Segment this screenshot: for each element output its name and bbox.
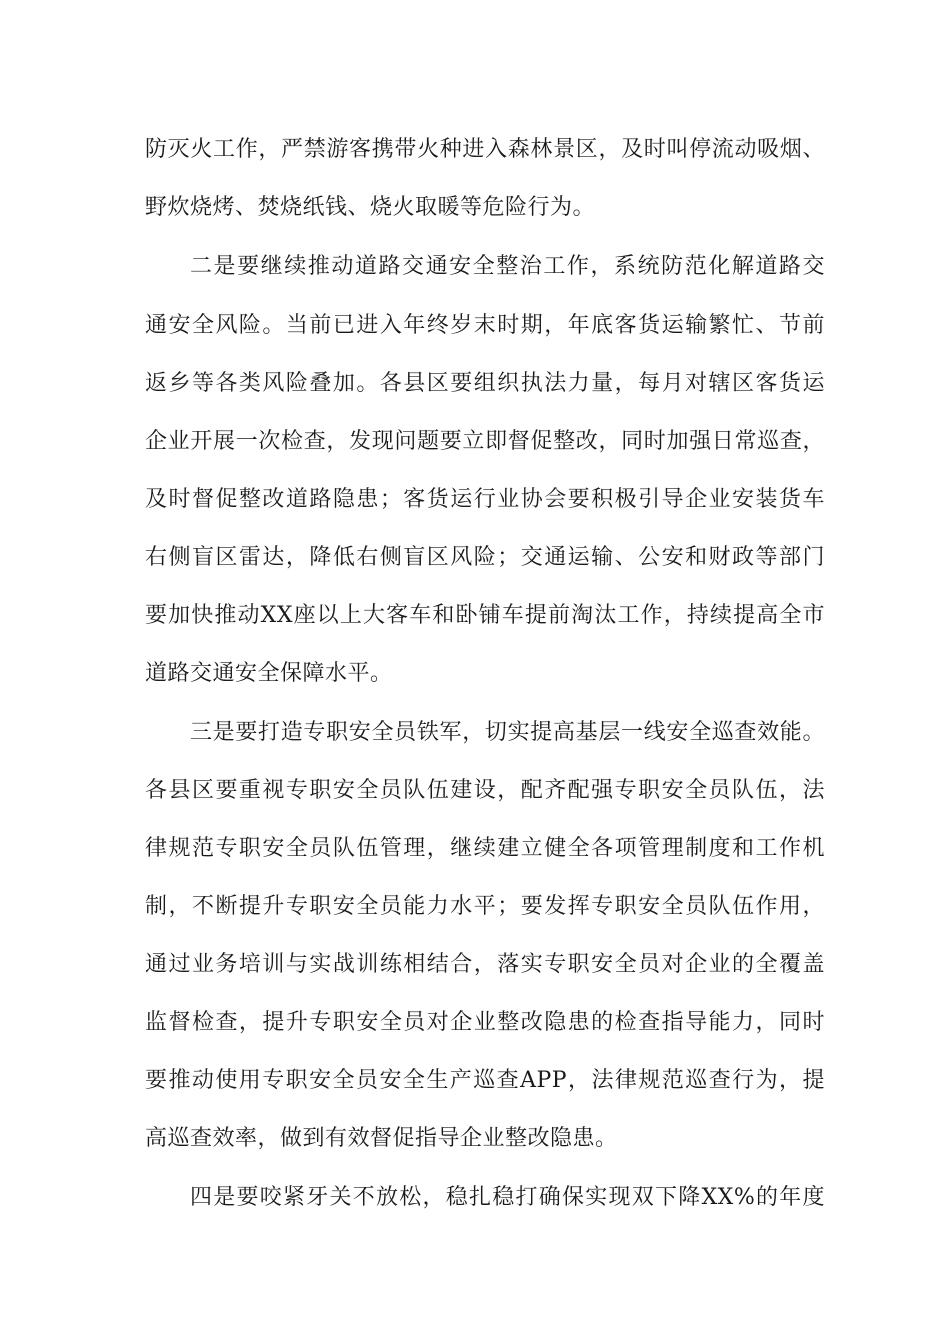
text-line: 制，不断提升专职安全员能力水平；要发挥专职安全员队伍作用，: [145, 894, 825, 919]
text-line: 要推动使用专职安全员安全生产巡查APP，法律规范巡查行为，提: [145, 1068, 825, 1093]
paragraph-first-line: 四是要咬紧牙关不放松，稳扎稳打确保实现双下降XX%的年度: [190, 1185, 825, 1210]
text-line: 返乡等各类风险叠加。各县区要组织执法力量，每月对辖区客货运: [145, 371, 825, 396]
paragraph-first-line: 二是要继续推动道路交通安全整治工作，系统防范化解道路交: [190, 254, 825, 279]
text-line: 律规范专职安全员队伍管理，继续建立健全各项管理制度和工作机: [145, 836, 825, 861]
text-line: 道路交通安全保障水平。: [145, 661, 393, 686]
text-line: 及时督促整改道路隐患；客货运行业协会要积极引导企业安装货车: [145, 487, 825, 512]
paragraph-first-line: 三是要打造专职安全员铁军，切实提高基层一线安全巡查效能。: [190, 720, 825, 745]
text-line: 防灭火工作，严禁游客携带火种进入森林景区，及时叫停流动吸烟、: [145, 137, 825, 162]
text-line: 野炊烧烤、焚烧纸钱、烧火取暖等危险行为。: [145, 195, 596, 220]
text-line: 通安全风险。当前已进入年终岁末时期，年底客货运输繁忙、节前: [145, 313, 825, 338]
text-line: 企业开展一次检查，发现问题要立即督促整改，同时加强日常巡查，: [145, 429, 825, 454]
text-line: 通过业务培训与实战训练相结合，落实专职安全员对企业的全覆盖: [145, 952, 825, 977]
text-line: 监督检查，提升专职安全员对企业整改隐患的检查指导能力，同时: [145, 1010, 825, 1035]
text-line: 各县区要重视专职安全员队伍建设，配齐配强专职安全员队伍，法: [145, 778, 825, 803]
text-line: 右侧盲区雷达，降低右侧盲区风险；交通运输、公安和财政等部门: [145, 545, 825, 570]
text-line: 高巡查效率，做到有效督促指导企业整改隐患。: [145, 1126, 618, 1151]
text-line: 要加快推动XX座以上大客车和卧铺车提前淘汰工作，持续提高全市: [145, 603, 825, 628]
